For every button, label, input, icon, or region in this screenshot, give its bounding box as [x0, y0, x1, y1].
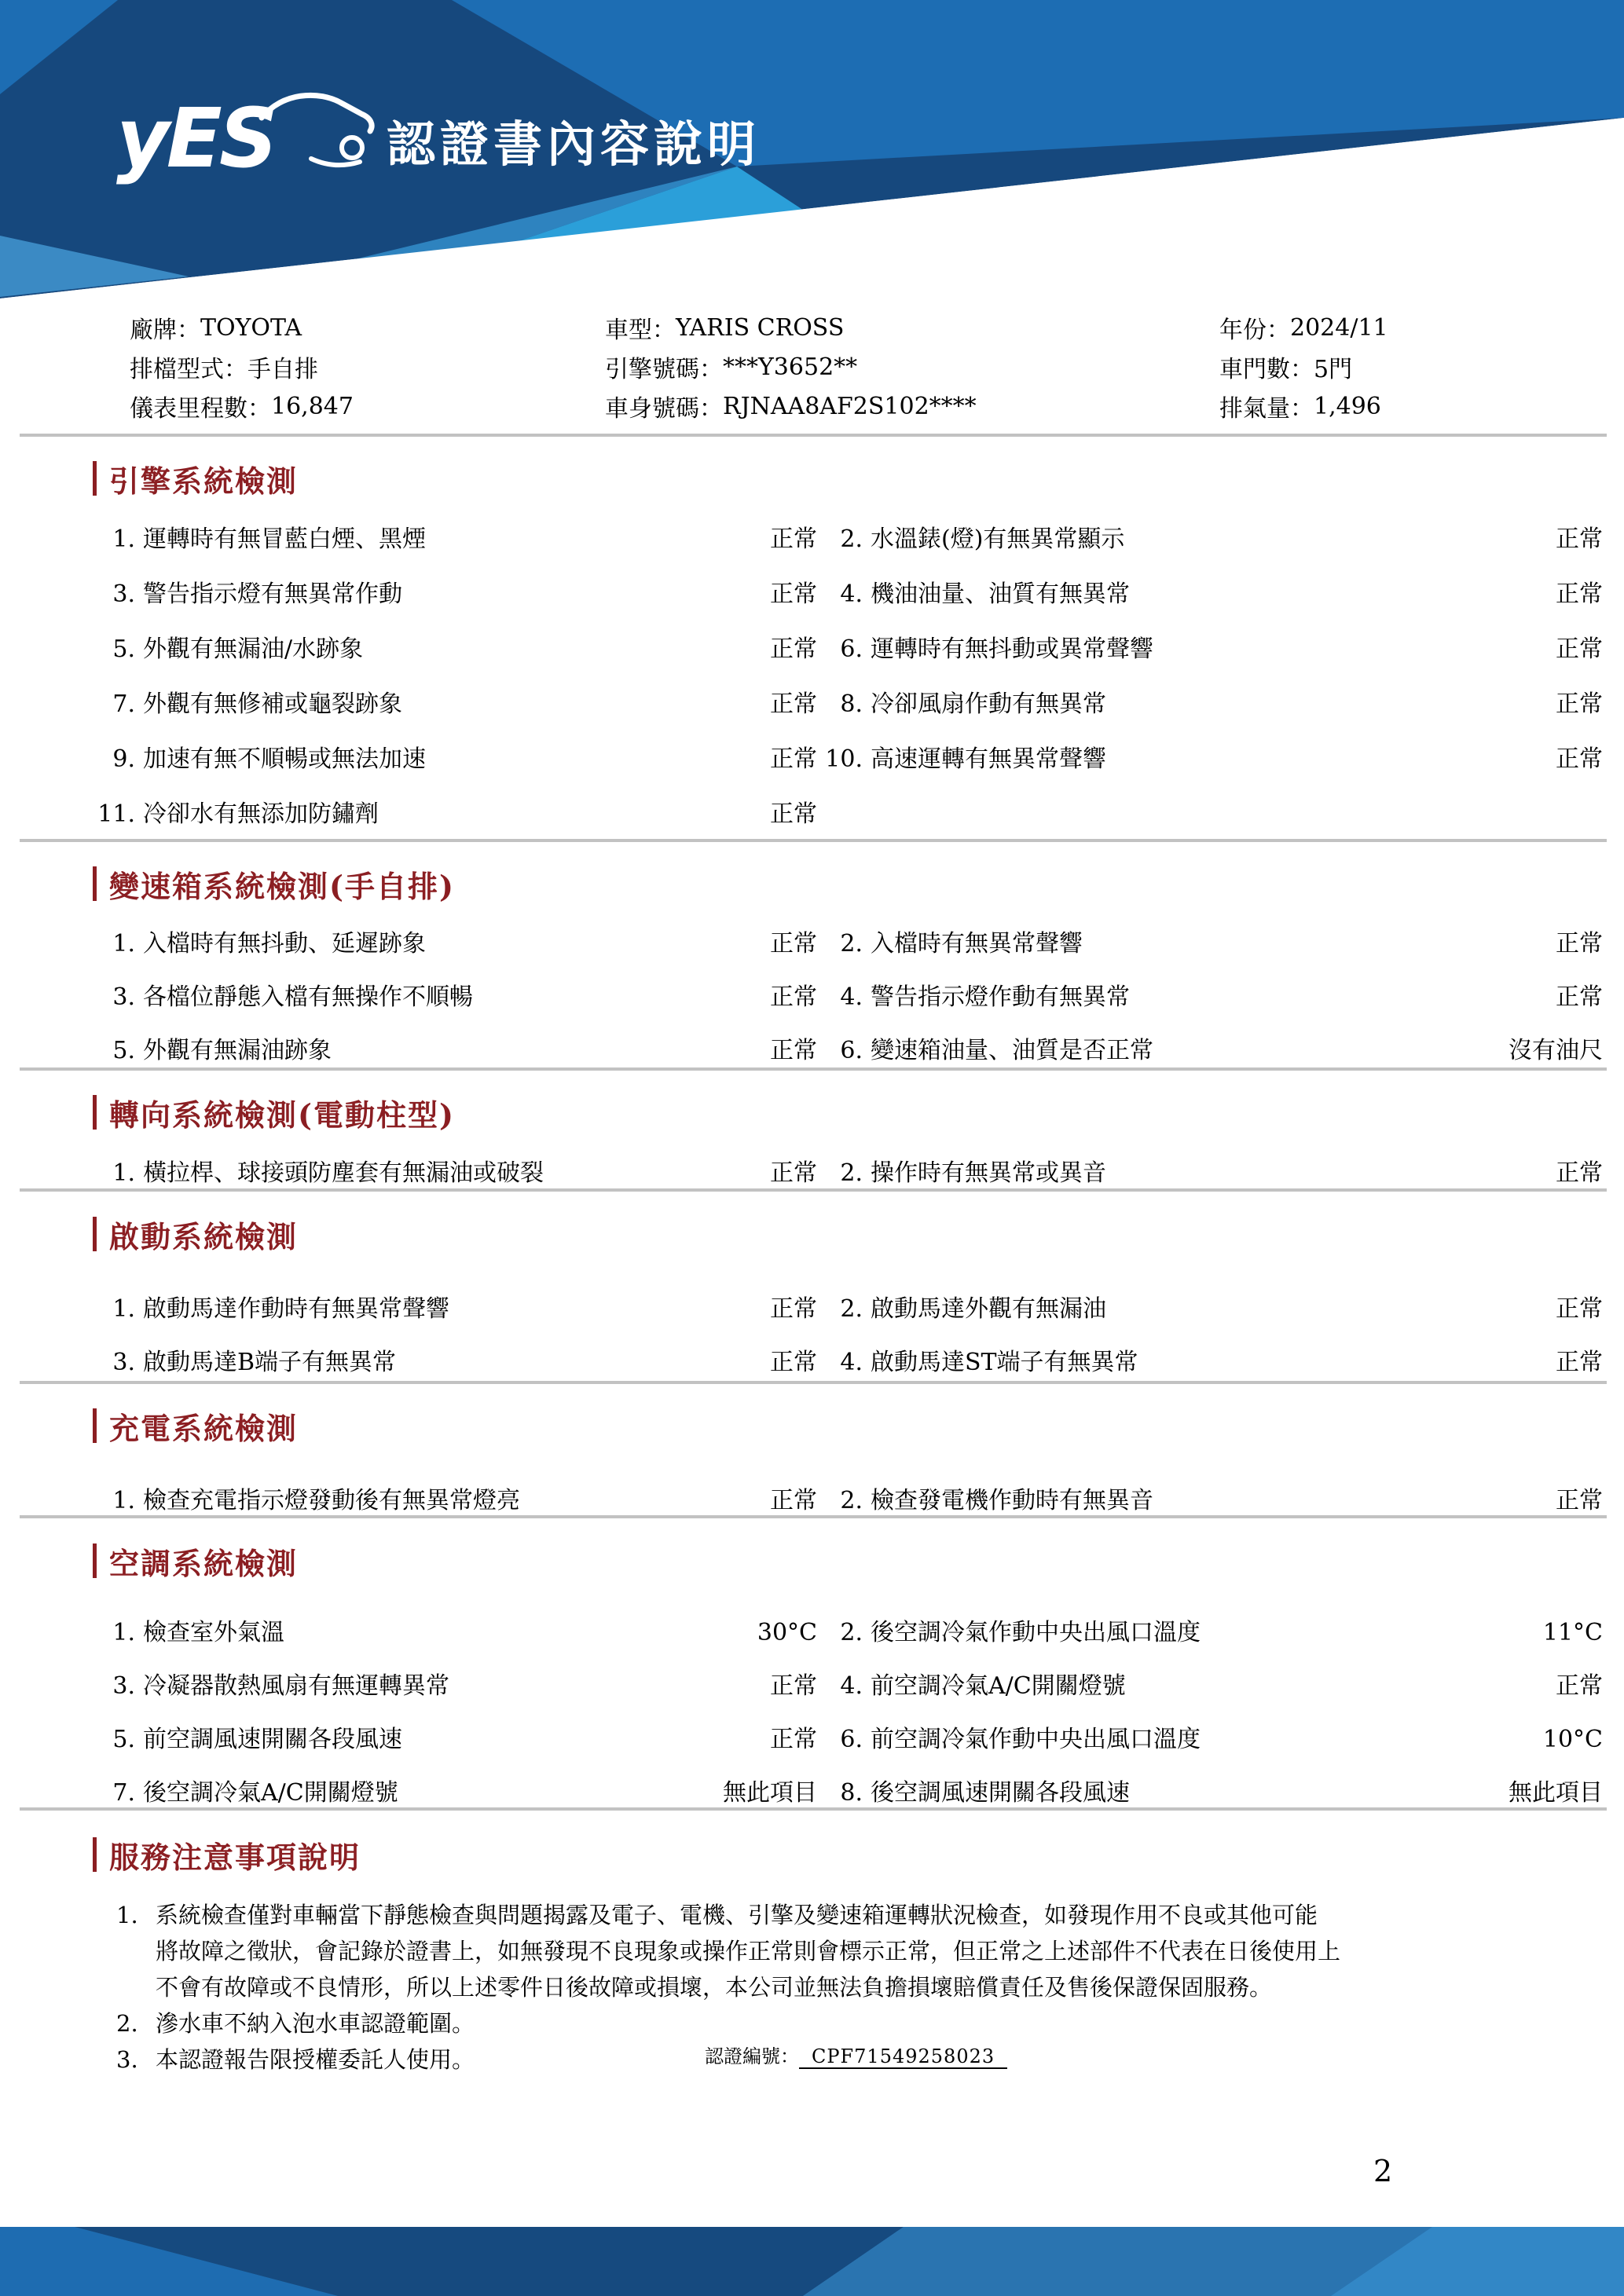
item-row [0, 1294, 1624, 1348]
section-items [0, 1159, 1624, 1212]
item-number: 6. [840, 1726, 863, 1753]
info-label: 車身號碼： [605, 395, 723, 423]
item-text: 啟動馬達外觀有無漏油 [871, 1295, 1106, 1323]
note-text [156, 2005, 475, 2041]
footer-graphic [0, 2227, 1624, 2296]
item-text: 警告指示燈作動有無異常 [871, 983, 1130, 1011]
item-text: 機油油量、油質有無異常 [871, 580, 1130, 608]
item-row [0, 745, 1624, 800]
inspection-item [79, 1672, 817, 1725]
inspection-item [79, 1618, 817, 1672]
service-note [116, 1897, 1340, 2005]
inspection-item [817, 745, 1603, 800]
service-note [116, 2005, 1340, 2041]
section-title: 空調系統檢測 [109, 1545, 299, 1581]
item-text: 外觀有無漏油跡象 [143, 1037, 332, 1064]
item-row [0, 1618, 1624, 1672]
item-text: 啟動馬達作動時有無異常聲響 [143, 1295, 449, 1323]
section-heading-bar [93, 1217, 97, 1251]
section-heading [93, 865, 455, 903]
item-number: 1. [112, 1295, 135, 1323]
item-value: 正常 [770, 1487, 817, 1514]
info-odometer [130, 386, 605, 426]
inspection-item [79, 1348, 817, 1401]
info-engine-no [605, 347, 1219, 386]
item-number: 4. [840, 580, 863, 608]
info-value: RJNAA8AF2S102**** [723, 392, 977, 420]
item-number: 3. [112, 1672, 135, 1700]
item-value: 11°C [1542, 1619, 1603, 1646]
item-text: 警告指示燈有無異常作動 [143, 580, 402, 608]
section-heading-bar [93, 461, 97, 496]
item-number: 9. [112, 745, 135, 773]
item-number: 3. [112, 983, 135, 1011]
item-value: 正常 [1556, 983, 1603, 1011]
item-text: 冷凝器散熱風扇有無運轉異常 [143, 1672, 449, 1700]
inspection-item [817, 1486, 1603, 1540]
item-text: 加速有無不順暢或無法加速 [143, 745, 426, 773]
section-items [0, 1294, 1624, 1401]
item-value: 正常 [770, 690, 817, 718]
yes-logo [116, 82, 383, 192]
inspection-item [817, 635, 1603, 690]
item-value: 正常 [1556, 1487, 1603, 1514]
section-heading [93, 460, 298, 497]
section-items [0, 1618, 1624, 1832]
item-row [0, 929, 1624, 983]
section-heading-bar [93, 1543, 97, 1578]
inspection-item [79, 635, 817, 690]
item-value: 30°C [757, 1619, 817, 1646]
inspection-item [817, 580, 1603, 635]
item-value: 正常 [1556, 930, 1603, 958]
info-label: 車型： [605, 317, 676, 344]
item-number: 2. [840, 1487, 863, 1514]
note-line: 滲水車不納入泡水車認證範圍。 [156, 2010, 475, 2037]
section-title: 引擎系統檢測 [109, 463, 299, 499]
item-row [0, 525, 1624, 580]
item-value: 正常 [770, 1159, 817, 1187]
inspection-item [79, 1486, 817, 1540]
info-label: 車門數： [1219, 356, 1314, 383]
inspection-item [79, 525, 817, 580]
note-number: 1. [116, 1902, 138, 1928]
inspection-item [79, 1036, 817, 1089]
item-text: 橫拉桿、球接頭防塵套有無漏油或破裂 [143, 1159, 544, 1187]
item-row [0, 635, 1624, 690]
item-number: 3. [112, 580, 135, 608]
item-text: 入檔時有無異常聲響 [871, 930, 1083, 958]
inspection-item [79, 745, 817, 800]
item-text: 外觀有無漏油/水跡象 [143, 635, 364, 663]
inspection-item [79, 690, 817, 745]
info-year [1219, 308, 1388, 347]
info-doors [1219, 347, 1388, 386]
info-model [605, 308, 1219, 347]
certificate-number-value: CPF71549258023 [799, 2045, 1007, 2069]
section-heading-bar [93, 1408, 97, 1443]
inspection-item [817, 1348, 1603, 1401]
inspection-item [817, 1672, 1603, 1725]
item-number: 1. [112, 930, 135, 958]
item-number: 7. [112, 690, 135, 718]
item-value: 正常 [1556, 525, 1603, 553]
inspection-item [79, 983, 817, 1036]
section-items [0, 525, 1624, 855]
item-number: 1. [112, 525, 135, 553]
section-heading [93, 1093, 455, 1131]
item-row [0, 1159, 1624, 1212]
note-text [156, 2041, 475, 2078]
item-value: 正常 [770, 930, 817, 958]
item-number: 5. [112, 635, 135, 663]
page-title: 認證書內容說明 [387, 115, 761, 173]
item-value: 正常 [770, 635, 817, 663]
inspection-item [79, 929, 817, 983]
note-number: 2. [116, 2010, 138, 2037]
item-text: 後空調冷氣A/C開關燈號 [143, 1779, 398, 1807]
info-label: 年份： [1219, 317, 1290, 344]
item-text: 檢查充電指示燈發動後有無異常燈亮 [143, 1487, 520, 1514]
item-value: 正常 [1556, 1295, 1603, 1323]
item-text: 各檔位靜態入檔有無操作不順暢 [143, 983, 473, 1011]
inspection-item [817, 690, 1603, 745]
inspection-item [79, 1294, 817, 1348]
item-text: 操作時有無異常或異音 [871, 1159, 1106, 1187]
item-value: 正常 [770, 1672, 817, 1700]
inspection-item [79, 1159, 817, 1212]
item-row [0, 1672, 1624, 1725]
info-value: 1,496 [1314, 392, 1381, 420]
item-value: 正常 [770, 745, 817, 773]
info-brand [130, 308, 605, 347]
item-text: 變速箱油量、油質是否正常 [871, 1037, 1153, 1064]
item-number: 2. [840, 1159, 863, 1187]
inspection-item [817, 1294, 1603, 1348]
item-value: 正常 [770, 800, 817, 828]
item-value: 正常 [770, 983, 817, 1011]
item-value: 正常 [1556, 635, 1603, 663]
section-divider [20, 434, 1607, 437]
item-value: 正常 [1556, 1672, 1603, 1700]
item-value: 正常 [770, 1726, 817, 1753]
item-number: 7. [112, 1779, 135, 1807]
item-value: 沒有油尺 [1509, 1037, 1603, 1064]
item-row [0, 1348, 1624, 1401]
item-value: 正常 [770, 580, 817, 608]
item-text: 前空調冷氣作動中央出風口溫度 [871, 1726, 1201, 1753]
section-items [0, 1486, 1624, 1540]
item-row [0, 580, 1624, 635]
item-text: 冷卻風扇作動有無異常 [871, 690, 1106, 718]
section-title: 服務注意事項說明 [109, 1839, 361, 1875]
item-text: 後空調冷氣作動中央出風口溫度 [871, 1619, 1201, 1646]
item-value: 正常 [770, 1349, 817, 1376]
item-value: 正常 [770, 525, 817, 553]
item-text: 啟動馬達ST端子有無異常 [871, 1349, 1138, 1376]
item-text: 啟動馬達B端子有無異常 [143, 1349, 397, 1376]
item-value: 無此項目 [1509, 1779, 1603, 1807]
info-label: 排檔型式： [130, 356, 247, 383]
note-number: 3. [116, 2046, 138, 2073]
item-number: 11. [97, 800, 135, 828]
section-heading-bar [93, 866, 97, 901]
item-text: 運轉時有無冒藍白煙、黑煙 [143, 525, 426, 553]
item-row [0, 800, 1624, 855]
inspection-item [79, 800, 817, 855]
item-text: 後空調風速開關各段風速 [871, 1779, 1130, 1807]
item-value: 無此項目 [723, 1779, 817, 1807]
info-value: ***Y3652** [723, 353, 858, 381]
item-number: 6. [840, 635, 863, 663]
item-number: 5. [112, 1726, 135, 1753]
inspection-item [817, 929, 1603, 983]
inspection-item [817, 1778, 1603, 1832]
item-value: 正常 [1556, 580, 1603, 608]
info-value: 5門 [1314, 356, 1353, 383]
section-heading [93, 1407, 298, 1445]
item-row [0, 1778, 1624, 1832]
info-value: 2024/11 [1290, 313, 1388, 342]
item-number: 8. [840, 690, 863, 718]
item-number: 2. [840, 1619, 863, 1646]
note-line: 系統檢查僅對車輛當下靜態檢查與問題揭露及電子、電機、引擎及變速箱運轉狀況檢查，如發現作用不良或其他可能 [156, 1902, 1318, 1928]
item-value: 10°C [1542, 1726, 1603, 1753]
yes-logo-text: yES [116, 90, 275, 186]
item-row [0, 983, 1624, 1036]
inspection-item [79, 1778, 817, 1832]
note-line: 不會有故障或不良情形，所以上述零件日後故障或損壞，本公司並無法負擔損壞賠償責任及售後保證保固服務。 [156, 1974, 1273, 2001]
item-text: 入檔時有無抖動、延遲跡象 [143, 930, 426, 958]
item-row [0, 1725, 1624, 1778]
item-text: 前空調風速開關各段風速 [143, 1726, 402, 1753]
inspection-item [79, 1725, 817, 1778]
item-value: 正常 [1556, 690, 1603, 718]
section-items [0, 929, 1624, 1089]
item-text: 高速運轉有無異常聲響 [871, 745, 1106, 773]
item-text: 水溫錶(燈)有無異常顯示 [871, 525, 1125, 553]
certificate-number-row [705, 2041, 1007, 2068]
item-number: 4. [840, 1349, 863, 1376]
section-title: 轉向系統檢測(電動柱型) [109, 1097, 455, 1133]
info-label: 廠牌： [130, 317, 200, 344]
item-text: 外觀有無修補或龜裂跡象 [143, 690, 402, 718]
info-value: TOYOTA [200, 313, 302, 342]
item-value: 正常 [770, 1037, 817, 1064]
section-title: 充電系統檢測 [109, 1410, 299, 1446]
item-number: 10. [825, 745, 863, 773]
inspection-item [79, 580, 817, 635]
item-row [0, 1486, 1624, 1540]
item-text: 檢查室外氣溫 [143, 1619, 284, 1646]
item-text: 前空調冷氣A/C開關燈號 [871, 1672, 1126, 1700]
item-number: 4. [840, 1672, 863, 1700]
item-value: 正常 [770, 1295, 817, 1323]
info-gearbox [130, 347, 605, 386]
item-number: 1. [112, 1487, 135, 1514]
info-displacement [1219, 386, 1388, 426]
note-text [156, 1897, 1340, 2005]
item-text: 冷卻水有無添加防鏽劑 [143, 800, 379, 828]
section-heading [93, 1542, 298, 1580]
inspection-item [817, 1618, 1603, 1672]
info-label: 排氣量： [1219, 395, 1314, 423]
info-value: YARIS CROSS [676, 313, 845, 342]
item-number: 5. [112, 1037, 135, 1064]
section-title: 變速箱系統檢測(手自排) [109, 868, 455, 904]
inspection-item [817, 983, 1603, 1036]
info-vin [605, 386, 1219, 426]
item-number: 6. [840, 1037, 863, 1064]
info-label: 引擎號碼： [605, 356, 723, 383]
inspection-item [817, 1036, 1603, 1089]
certificate-number-label: 認證編號： [705, 2045, 799, 2067]
item-row [0, 690, 1624, 745]
car-outline-icon [262, 95, 372, 165]
info-value: 手自排 [247, 356, 318, 383]
item-value: 正常 [1556, 1159, 1603, 1187]
item-number: 3. [112, 1349, 135, 1376]
item-text: 檢查發電機作動時有無異音 [871, 1487, 1153, 1514]
item-number: 8. [840, 1779, 863, 1807]
inspection-item [817, 1725, 1603, 1778]
inspection-item [817, 1159, 1603, 1212]
info-value: 16,847 [271, 392, 354, 420]
section-heading-bar [93, 1837, 97, 1872]
item-number: 2. [840, 1295, 863, 1323]
section-heading-service [93, 1836, 361, 1873]
section-heading-bar [93, 1095, 97, 1130]
item-number: 2. [840, 525, 863, 553]
item-value: 正常 [1556, 1349, 1603, 1376]
item-value: 正常 [1556, 745, 1603, 773]
item-number: 4. [840, 983, 863, 1011]
vehicle-info [130, 308, 1388, 426]
item-text: 運轉時有無抖動或異常聲響 [871, 635, 1153, 663]
item-number: 2. [840, 930, 863, 958]
item-number: 1. [112, 1159, 135, 1187]
section-title: 啟動系統檢測 [109, 1218, 299, 1254]
note-line: 將故障之徵狀，會記錄於證書上，如無發現不良現象或操作正常則會標示正常，但正常之上述部件不代表在日後使用上 [156, 1938, 1341, 1965]
info-label: 儀表里程數： [130, 395, 271, 423]
section-heading [93, 1215, 298, 1253]
inspection-item [817, 525, 1603, 580]
note-line: 本認證報告限授權委託人使用。 [156, 2046, 475, 2073]
item-number: 1. [112, 1619, 135, 1646]
item-row [0, 1036, 1624, 1089]
page-number: 2 [1373, 2154, 1393, 2188]
